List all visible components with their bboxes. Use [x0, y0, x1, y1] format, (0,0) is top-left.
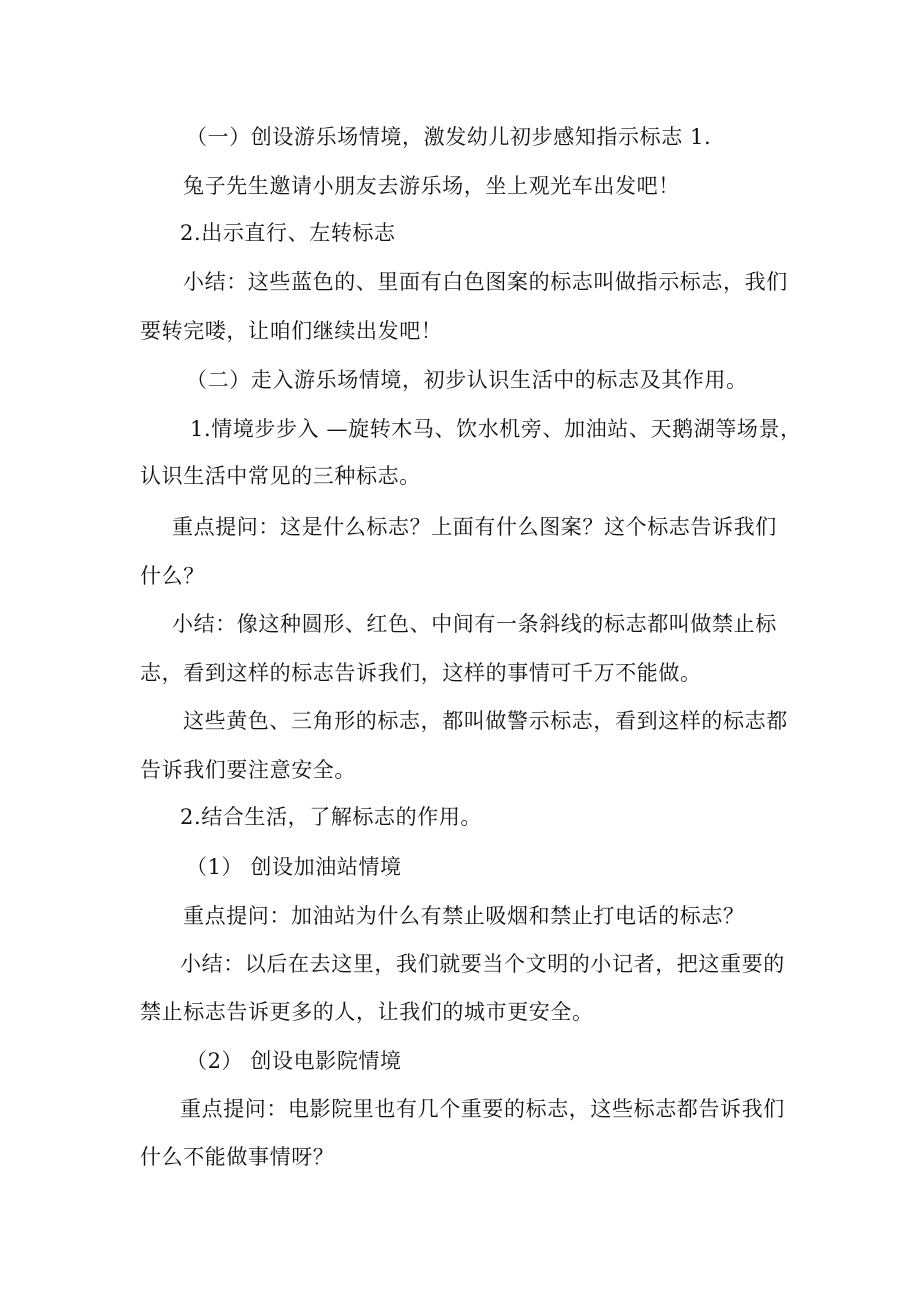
paragraph-line: 什么？	[140, 564, 205, 588]
paragraph-line: 什么不能做事情呀？	[140, 1145, 335, 1169]
paragraph-line: 志，看到这样的标志告诉我们，这样的事情可千万不能做。	[140, 661, 702, 685]
paragraph-line: 小结：以后在去这里，我们就要当个文明的小记者，把这重要的	[180, 952, 785, 976]
paragraph-line: 重点提问：加油站为什么有禁止吸烟和禁止打电话的标志？	[183, 904, 745, 928]
paragraph-line: 认识生活中常见的三种标志。	[140, 464, 421, 488]
paragraph-line: 重点提问：这是什么标志？上面有什么图案？这个标志告诉我们	[172, 515, 777, 539]
paragraph-line: 2.出示直行、左转标志	[180, 221, 396, 245]
paragraph-line: 禁止标志告诉更多的人，让我们的城市更安全。	[140, 1000, 594, 1024]
paragraph-line: 小结：像这种圆形、红色、中间有一条斜线的标志都叫做禁止标	[172, 612, 777, 636]
paragraph-line: 兔子先生邀请小朋友去游乐场，坐上观光车出发吧！	[183, 174, 680, 198]
paragraph-line: 告诉我们要注意安全。	[140, 758, 356, 782]
paragraph-line: 小结：这些蓝色的、里面有白色图案的标志叫做指示标志，我们	[183, 270, 788, 294]
subsection-heading-1: （1） 创设加油站情境	[186, 855, 402, 879]
section-heading-1: （一）创设游乐场情境，激发幼儿初步感知指示标志 1.	[186, 125, 712, 149]
paragraph-line: 1.情境步步入 —旋转木马、饮水机旁、加油站、天鹅湖等场景，	[190, 417, 802, 441]
paragraph-line: 这些黄色、三角形的标志，都叫做警示标志，看到这样的标志都	[183, 709, 788, 733]
subsection-heading-2: （2） 创设电影院情境	[186, 1049, 402, 1073]
paragraph-line: 重点提问：电影院里也有几个重要的标志，这些标志都告诉我们	[180, 1097, 785, 1121]
section-heading-2: （二）走入游乐场情境，初步认识生活中的标志及其作用。	[186, 368, 748, 392]
paragraph-line: 要转完喽，让咱们继续出发吧！	[140, 319, 443, 343]
paragraph-line: 2.结合生活，了解标志的作用。	[180, 805, 483, 829]
